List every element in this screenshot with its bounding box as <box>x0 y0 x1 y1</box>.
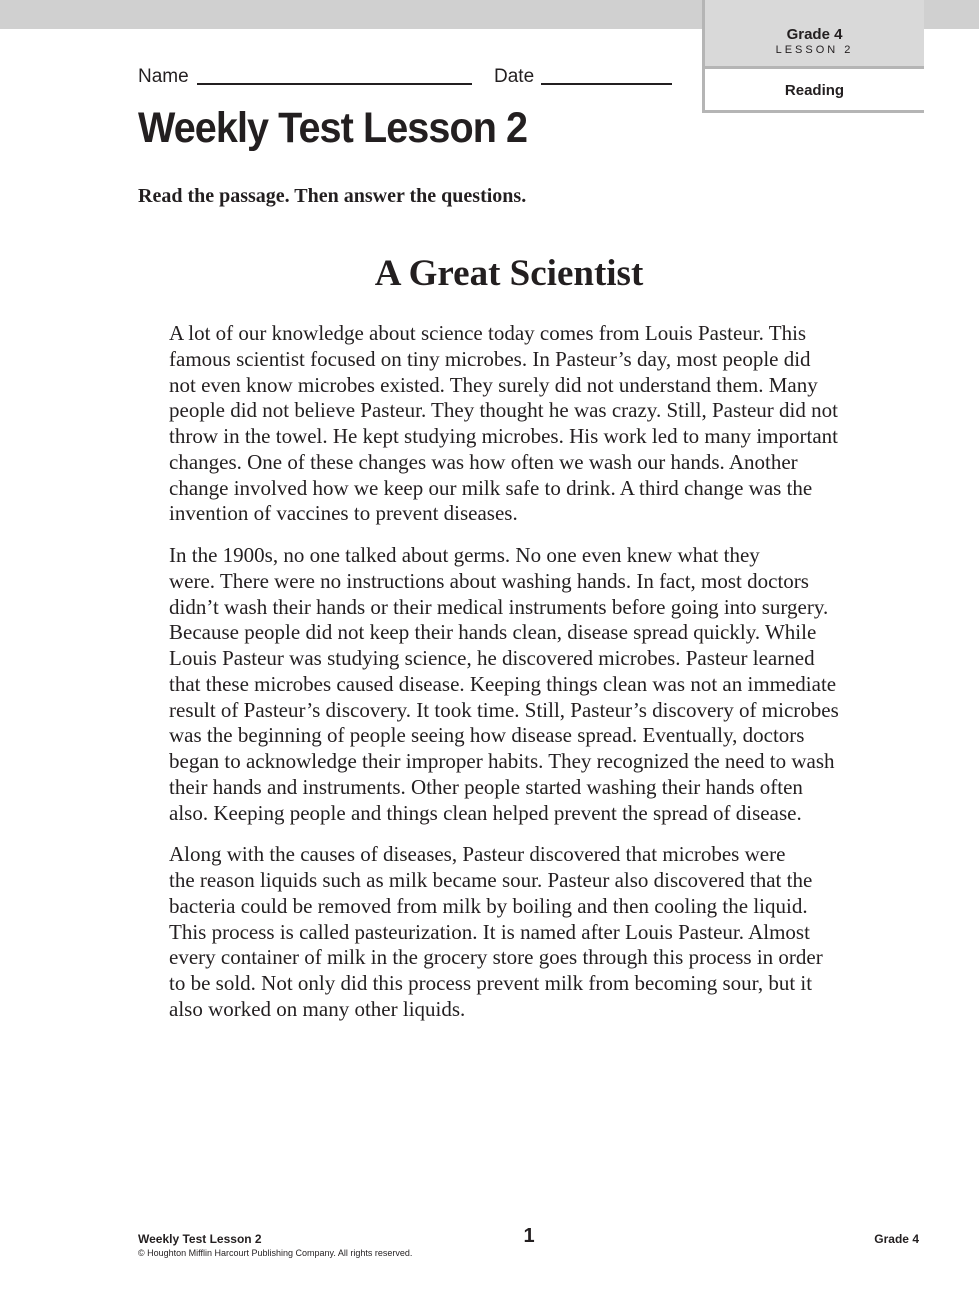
grade-tab-header <box>705 0 924 69</box>
passage-body <box>138 321 880 1039</box>
paragraph <box>138 321 880 527</box>
text-line: also. Keeping people and things clean helped prevent the spread of disease. <box>169 800 802 825</box>
instructions: Read the passage. Then answer the questions. <box>138 185 527 207</box>
text-line: result of Pasteur’s discovery. It took time. Still, Pasteur’s discovery of microbes <box>169 697 839 722</box>
grade-tab <box>702 0 924 113</box>
copyright: © Houghton Mifflin Harcourt Publishing Company. All rights reserved. <box>138 1248 413 1258</box>
paragraph <box>138 842 880 1022</box>
text-line: began to acknowledge their improper habits. They recognized the need to wash <box>169 749 835 773</box>
text-line: Along with the causes of diseases, Pasteur discovered that microbes were <box>169 842 786 867</box>
text-line: every container of milk in the grocery store goes through this process in order <box>169 945 823 970</box>
text-line: famous scientist focused on tiny microbes. In Pasteur’s day, most people did <box>169 346 811 371</box>
text-line: A lot of our knowledge about science today comes from Louis Pasteur. This <box>169 321 807 345</box>
text-line: also worked on many other liquids. <box>169 996 466 1021</box>
text-line: that these microbes caused disease. Keeping things clean was not an immediate <box>169 671 837 696</box>
text-line: were. There were no instructions about washing hands. In fact, most doctors <box>169 568 809 593</box>
footer-title: Weekly Test Lesson 2 <box>138 1232 262 1246</box>
text-line: Because people did not keep their hands clean, disease spread quickly. While <box>169 620 817 645</box>
page-number: 1 <box>523 1225 535 1247</box>
text-line: the reason liquids such as milk became sour. Pasteur also discovered that the <box>169 868 813 892</box>
text-line: changes. One of these changes was how often we wash our hands. Another <box>169 449 798 474</box>
name-field[interactable] <box>197 83 472 85</box>
text-line: change involved how we keep our milk safe to drink. A third change was the <box>169 475 813 500</box>
text-line: Louis Pasteur was studying science, he discovered microbes. Pasteur learned <box>169 646 815 670</box>
passage-title: A Great Scientist <box>374 253 644 294</box>
text-line: bacteria could be removed from milk by boiling and then cooling the liquid. <box>169 893 808 918</box>
text-line: was the beginning of people seeing how disease spread. Eventually, doctors <box>169 723 805 748</box>
text-line: This process is called pasteurization. It is named after Louis Pasteur. Almost <box>169 919 810 944</box>
text-line: not even know microbes existed. They surely did not understand them. Many <box>169 372 818 397</box>
text-line: throw in the towel. He kept studying microbes. His work led to many important <box>169 424 838 448</box>
tab-lesson: LESSON 2 <box>775 44 854 56</box>
tab-subject: Reading <box>784 82 845 99</box>
footer-left <box>138 1231 412 1259</box>
footer-grade: Grade 4 <box>874 1232 919 1246</box>
tab-grade: Grade 4 <box>786 26 843 43</box>
page-title: Weekly Test Lesson 2 <box>138 104 528 152</box>
text-line: their hands and instruments. Other people started washing their hands often <box>169 774 803 799</box>
date-label: Date <box>494 66 535 87</box>
text-line: didn’t wash their hands or their medical instruments before going into surgery. <box>169 594 829 619</box>
text-line: people did not believe Pasteur. They thought he was crazy. Still, Pasteur did not <box>169 398 838 423</box>
paragraph <box>138 543 880 826</box>
text-line: invention of vaccines to prevent diseases. <box>169 501 518 526</box>
date-field[interactable] <box>541 83 672 85</box>
text-line: to be sold. Not only did this process prevent milk from becoming sour, but it <box>169 971 813 995</box>
name-label: Name <box>138 66 189 87</box>
text-line: In the 1900s, no one talked about germs. No one even knew what they <box>169 543 760 567</box>
